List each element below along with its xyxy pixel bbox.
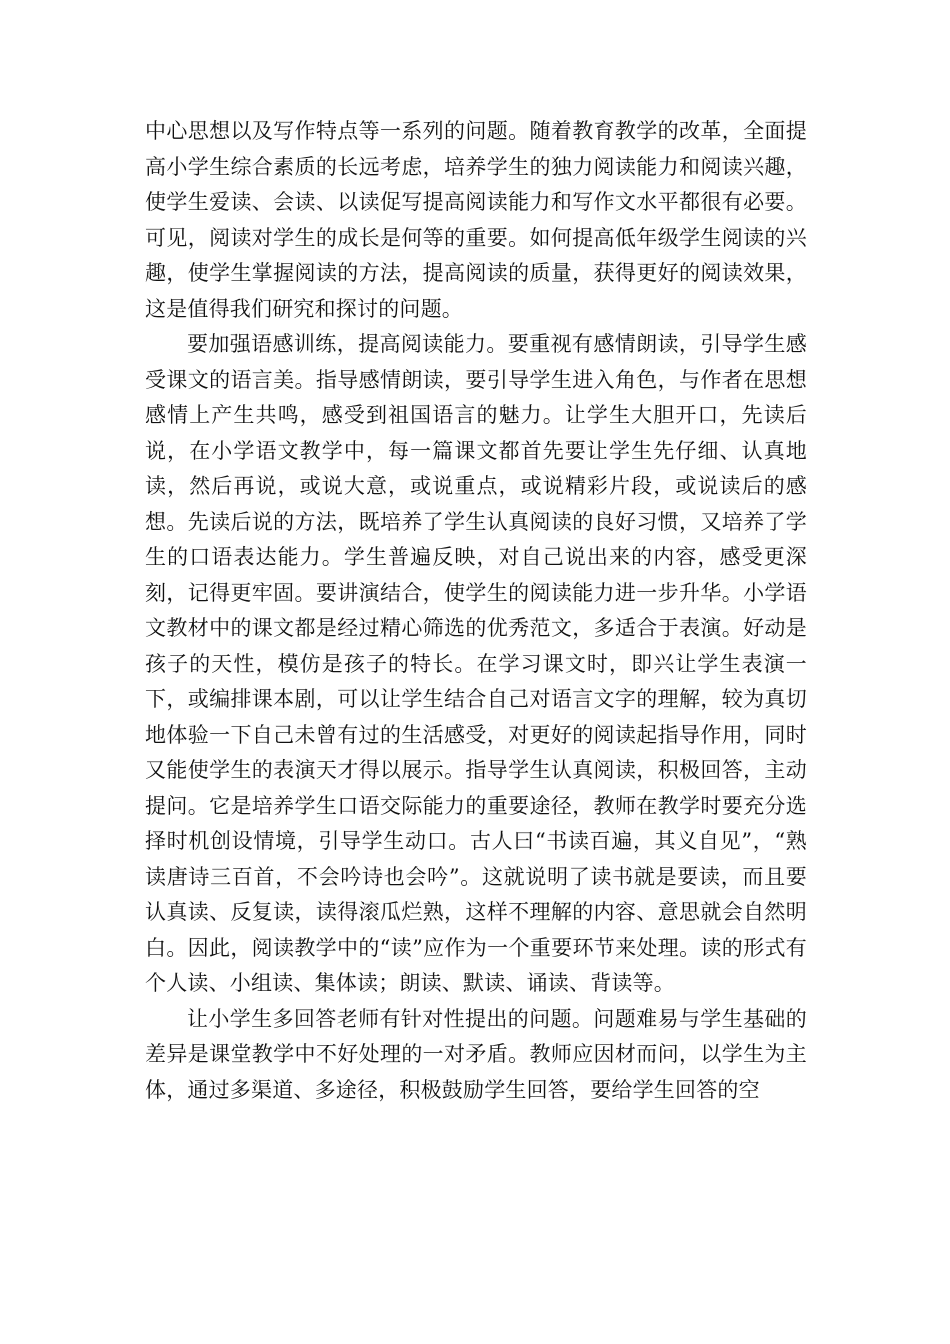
document-body xyxy=(145,114,807,1108)
paragraph-1: 中心思想以及写作特点等一系列的问题。随着教育教学的改革，全面提高小学生综合素质的长远考虑，培养学生的独力阅读能力和阅读兴趣，使学生爱读、会读、以读促写提高阅读能力和写作文水平都很有必要。可见，阅读对学生的成长是何等的重要。如何提高低年级学生阅读的兴趣，使学生掌握阅读的方法，提高阅读的质量，获得更好的阅读效果，这是值得我们研究和探讨的问题。 xyxy=(145,119,807,321)
paragraph-3: 让小学生多回答老师有针对性提出的问题。问题难易与学生基础的差异是课堂教学中不好处理的一对矛盾。教师应因材而问，以学生为主体，通过多渠道、多途径，积极鼓励学生回答，要给学生回答的空 xyxy=(145,1006,807,1102)
paragraph-2: 要加强语感训练，提高阅读能力。要重视有感情朗读，引导学生感受课文的语言美。指导感情朗读，要引导学生进入角色，与作者在思想感情上产生共鸣，感受到祖国语言的魅力。让学生大胆开口，先读后说，在小学语文教学中，每一篇课文都首先要让学生先仔细、认真地读，然后再说，或说大意，或说重点，或说精彩片段，或说读后的感想。先读后说的方法，既培养了学生认真阅读的良好习惯，又培养了学生的口语表达能力。学生普遍反映，对自己说出来的内容，感受更深刻，记得更牢固。要讲演结合，使学生的阅读能力进一步升华。小学语文教材中的课文都是经过精心筛选的优秀范文，多适合于表演。好动是孩子的天性，模仿是孩子的特长。在学习课文时，即兴让学生表演一下，或编排课本剧，可以让学生结合自己对语言文字的理解，较为真切地体验一下自己未曾有过的生活感受，对更好的阅读起指导作用，同时又能使学生的表演天才得以展示。指导学生认真阅读，积极回答，主动提问。它是培养学生口语交际能力的重要途径，教师在教学时要充分选择时机创设情境，引导学生动口。古人曰“书读百遍，其义自见”，“熟读唐诗三百首，不会吟诗也会吟”。这就说明了读书就是要读，而且要认真读、反复读，读得滚瓜烂熟，这样不理解的内容、意思就会自然明白。因此，阅读教学中的“读”应作为一个重要环节来处理。读的形式有个人读、小组读、集体读；朗读、默读、诵读、背读等。 xyxy=(145,332,807,995)
